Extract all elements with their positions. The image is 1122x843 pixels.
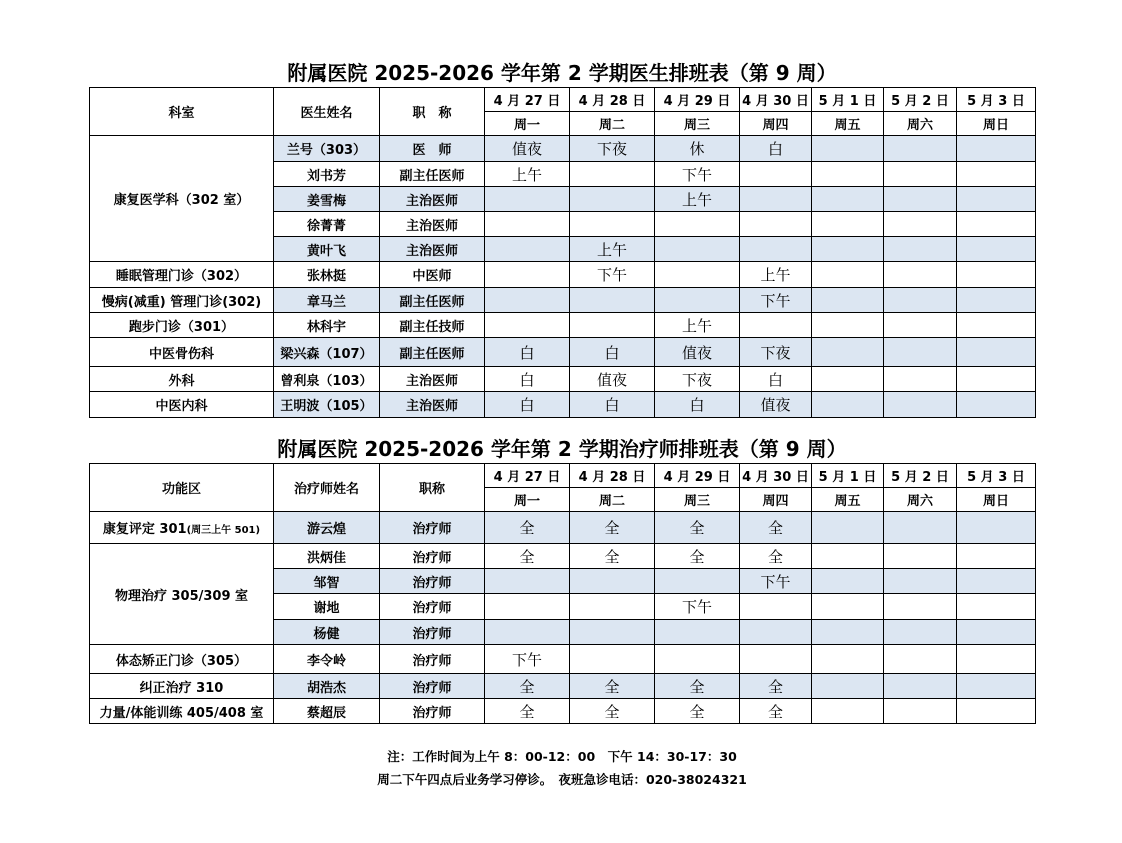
therapist-person-title: 治疗师 <box>380 594 485 620</box>
doctor-dept-cell <box>90 338 274 367</box>
doctor-shift-cell <box>655 212 740 237</box>
doctor-shift-cell <box>957 136 1036 162</box>
therapist-dept-name: 康复评定 301 <box>102 522 187 537</box>
therapist-shift-cell <box>957 674 1036 699</box>
doctor-table-row <box>90 136 1036 162</box>
doctor-shift-cell: 上午 <box>570 237 655 262</box>
therapist-shift-cell <box>812 512 884 544</box>
therapist-table-row <box>90 674 1036 699</box>
doctor-dept-name: 康复医学科（302 室） <box>113 193 250 208</box>
doctor-shift-cell: 下午 <box>570 262 655 288</box>
therapist-shift-cell <box>957 594 1036 620</box>
therapist-shift-cell: 下午 <box>485 645 570 674</box>
doctor-header-date: 5 月 3 日 <box>957 88 1036 112</box>
doctor-shift-cell: 上午 <box>655 313 740 338</box>
therapist-shift-cell <box>812 569 884 594</box>
doctor-schedule-table <box>89 87 1036 418</box>
doctor-shift-cell <box>740 237 812 262</box>
doctor-person-name: 黄叶飞 <box>274 237 380 262</box>
therapist-header-date: 5 月 1 日 <box>812 464 884 488</box>
doctor-dept-cell <box>90 367 274 392</box>
doctor-person-title: 副主任医师 <box>380 288 485 313</box>
therapist-shift-cell <box>812 645 884 674</box>
doctor-shift-cell <box>957 338 1036 367</box>
doctor-person-name: 林科宇 <box>274 313 380 338</box>
doctor-shift-cell: 白 <box>485 338 570 367</box>
doctor-shift-cell <box>570 187 655 212</box>
therapist-shift-cell: 全 <box>740 699 812 724</box>
doctor-header-dept: 科室 <box>90 88 274 136</box>
doctor-table-row <box>90 313 1036 338</box>
therapist-person-title: 治疗师 <box>380 645 485 674</box>
doctor-header-date: 5 月 2 日 <box>884 88 957 112</box>
therapist-shift-cell <box>884 674 957 699</box>
doctor-dept-name: 中医骨伤科 <box>148 346 214 362</box>
therapist-shift-cell: 下午 <box>655 594 740 620</box>
therapist-shift-cell <box>740 594 812 620</box>
therapist-dept-name: 纠正治疗 310 <box>139 680 224 696</box>
therapist-table-row <box>90 512 1036 544</box>
doctor-table-row <box>90 262 1036 288</box>
therapist-dept-note: (周三上午 501) <box>186 525 261 536</box>
therapist-person-title: 治疗师 <box>380 569 485 594</box>
doctor-shift-cell <box>485 288 570 313</box>
doctor-shift-cell <box>884 237 957 262</box>
therapist-person-name: 胡浩杰 <box>274 674 380 699</box>
doctor-person-title: 医 师 <box>380 136 485 162</box>
doctor-shift-cell <box>884 288 957 313</box>
doctor-header-weekday: 周五 <box>812 112 884 136</box>
doctor-shift-cell <box>812 187 884 212</box>
doctor-person-title: 主治医师 <box>380 212 485 237</box>
therapist-shift-cell: 全 <box>485 512 570 544</box>
doctor-dept-cell <box>90 392 274 418</box>
doctor-shift-cell <box>812 237 884 262</box>
therapist-dept-cell <box>90 544 274 645</box>
therapist-header-weekday: 周六 <box>884 488 957 512</box>
doctor-person-name: 章马兰 <box>274 288 380 313</box>
therapist-dept-cell <box>90 645 274 674</box>
doctor-schedule-title: 附属医院 2025-2026 学年第 2 学期医生排班表（第 9 周） <box>287 61 837 85</box>
doctor-shift-cell: 上午 <box>485 162 570 187</box>
therapist-shift-cell: 全 <box>485 544 570 569</box>
doctor-shift-cell: 白 <box>740 367 812 392</box>
therapist-header-dept: 功能区 <box>90 464 274 512</box>
doctor-person-title: 副主任医师 <box>380 338 485 367</box>
doctor-header-weekday: 周二 <box>570 112 655 136</box>
doctor-shift-cell: 下夜 <box>570 136 655 162</box>
therapist-shift-cell: 全 <box>740 512 812 544</box>
therapist-header-title: 职称 <box>380 464 485 512</box>
doctor-shift-cell <box>812 262 884 288</box>
therapist-header-date: 4 月 29 日 <box>655 464 740 488</box>
doctor-shift-cell <box>884 212 957 237</box>
therapist-person-title: 治疗师 <box>380 699 485 724</box>
therapist-shift-cell <box>884 645 957 674</box>
therapist-shift-cell: 全 <box>570 512 655 544</box>
therapist-dept-name: 体态矫正门诊（305） <box>115 653 248 669</box>
therapist-shift-cell <box>884 699 957 724</box>
therapist-shift-cell <box>957 544 1036 569</box>
doctor-shift-cell <box>740 187 812 212</box>
doctor-shift-cell <box>957 262 1036 288</box>
doctor-shift-cell <box>957 162 1036 187</box>
therapist-person-name: 洪炳佳 <box>274 544 380 569</box>
doctor-shift-cell <box>884 367 957 392</box>
therapist-shift-cell: 全 <box>655 699 740 724</box>
therapist-shift-cell <box>957 512 1036 544</box>
doctor-header-weekday: 周六 <box>884 112 957 136</box>
therapist-shift-cell <box>957 699 1036 724</box>
therapist-shift-cell <box>884 512 957 544</box>
doctor-header-weekday: 周四 <box>740 112 812 136</box>
doctor-shift-cell: 白 <box>570 338 655 367</box>
therapist-shift-cell <box>570 620 655 645</box>
doctor-header-date: 5 月 1 日 <box>812 88 884 112</box>
therapist-shift-cell: 全 <box>740 674 812 699</box>
doctor-person-name: 刘书芳 <box>274 162 380 187</box>
doctor-shift-cell <box>884 338 957 367</box>
doctor-shift-cell <box>655 288 740 313</box>
doctor-shift-cell <box>812 288 884 313</box>
therapist-shift-cell <box>957 620 1036 645</box>
doctor-shift-cell: 上午 <box>655 187 740 212</box>
therapist-person-name: 李令岭 <box>274 645 380 674</box>
therapist-shift-cell <box>884 620 957 645</box>
therapist-shift-cell: 全 <box>485 674 570 699</box>
doctor-header-dates-row <box>90 88 1036 112</box>
note-work-hours: 注：工作时间为上午 8：00-12：00 下午 14：30-17：30 <box>387 749 737 764</box>
therapist-shift-cell <box>655 620 740 645</box>
doctor-header-date: 4 月 30 日 <box>740 88 812 112</box>
doctor-shift-cell: 下夜 <box>740 338 812 367</box>
therapist-header-date: 4 月 28 日 <box>570 464 655 488</box>
therapist-shift-cell <box>570 645 655 674</box>
doctor-shift-cell <box>957 187 1036 212</box>
doctor-person-name: 徐菁菁 <box>274 212 380 237</box>
doctor-shift-cell <box>884 313 957 338</box>
therapist-shift-cell: 全 <box>485 699 570 724</box>
doctor-shift-cell <box>485 262 570 288</box>
therapist-person-title: 治疗师 <box>380 512 485 544</box>
doctor-shift-cell <box>884 392 957 418</box>
doctor-shift-cell <box>485 187 570 212</box>
therapist-shift-cell: 全 <box>570 544 655 569</box>
doctor-person-name: 张林挺 <box>274 262 380 288</box>
doctor-shift-cell <box>812 338 884 367</box>
doctor-shift-cell <box>884 262 957 288</box>
doctor-shift-cell <box>655 237 740 262</box>
doctor-table-row <box>90 288 1036 313</box>
doctor-header-name: 医生姓名 <box>274 88 380 136</box>
doctor-shift-cell: 白 <box>655 392 740 418</box>
doctor-shift-cell: 值夜 <box>740 392 812 418</box>
doctor-shift-cell: 值夜 <box>570 367 655 392</box>
therapist-shift-cell <box>812 620 884 645</box>
doctor-person-name: 曾利泉（103） <box>274 367 380 392</box>
therapist-person-name: 游云煌 <box>274 512 380 544</box>
doctor-shift-cell: 上午 <box>740 262 812 288</box>
therapist-shift-cell <box>812 544 884 569</box>
doctor-shift-cell <box>957 212 1036 237</box>
therapist-dept-name: 物理治疗 305/309 室 <box>114 588 249 604</box>
therapist-shift-cell <box>812 594 884 620</box>
doctor-person-title: 主治医师 <box>380 367 485 392</box>
doctor-shift-cell <box>957 313 1036 338</box>
therapist-shift-cell <box>485 594 570 620</box>
doctor-shift-cell <box>655 262 740 288</box>
doctor-table-row <box>90 392 1036 418</box>
doctor-header-date: 4 月 27 日 <box>485 88 570 112</box>
therapist-shift-cell <box>655 645 740 674</box>
doctor-person-title: 主治医师 <box>380 187 485 212</box>
therapist-header-date: 5 月 3 日 <box>957 464 1036 488</box>
therapist-shift-cell <box>957 645 1036 674</box>
therapist-schedule-title: 附属医院 2025-2026 学年第 2 学期治疗师排班表（第 9 周） <box>277 437 847 461</box>
doctor-shift-cell <box>740 162 812 187</box>
therapist-header-name: 治疗师姓名 <box>274 464 380 512</box>
therapist-person-name: 邹智 <box>274 569 380 594</box>
doctor-header-weekday: 周一 <box>485 112 570 136</box>
therapist-header-weekday: 周三 <box>655 488 740 512</box>
doctor-shift-cell: 白 <box>485 392 570 418</box>
therapist-shift-cell <box>570 569 655 594</box>
doctor-shift-cell <box>957 288 1036 313</box>
doctor-person-name: 梁兴森（107） <box>274 338 380 367</box>
doctor-shift-cell <box>884 162 957 187</box>
doctor-shift-cell <box>740 212 812 237</box>
therapist-shift-cell <box>957 569 1036 594</box>
therapist-shift-cell <box>812 674 884 699</box>
therapist-shift-cell <box>884 594 957 620</box>
therapist-shift-cell: 全 <box>570 699 655 724</box>
doctor-header-weekday: 周三 <box>655 112 740 136</box>
doctor-header-weekday: 周日 <box>957 112 1036 136</box>
doctor-shift-cell: 白 <box>740 136 812 162</box>
therapist-person-name: 杨健 <box>274 620 380 645</box>
therapist-header-date: 4 月 30 日 <box>740 464 812 488</box>
doctor-person-title: 副主任技师 <box>380 313 485 338</box>
therapist-shift-cell <box>485 620 570 645</box>
doctor-person-title: 主治医师 <box>380 392 485 418</box>
doctor-table-row <box>90 338 1036 367</box>
therapist-shift-cell <box>884 544 957 569</box>
doctor-shift-cell <box>740 313 812 338</box>
therapist-shift-cell <box>740 645 812 674</box>
therapist-shift-cell: 下午 <box>740 569 812 594</box>
therapist-dept-cell <box>90 674 274 699</box>
doctor-shift-cell <box>884 187 957 212</box>
doctor-shift-cell <box>812 367 884 392</box>
therapist-header-weekday: 周五 <box>812 488 884 512</box>
therapist-dept-cell <box>90 512 274 544</box>
doctor-person-name: 姜雪梅 <box>274 187 380 212</box>
doctor-person-title: 副主任医师 <box>380 162 485 187</box>
doctor-shift-cell: 值夜 <box>655 338 740 367</box>
doctor-shift-cell <box>812 212 884 237</box>
therapist-shift-cell: 全 <box>570 674 655 699</box>
doctor-header-date: 4 月 28 日 <box>570 88 655 112</box>
therapist-shift-cell <box>812 699 884 724</box>
therapist-person-title: 治疗师 <box>380 544 485 569</box>
therapist-table-row <box>90 544 1036 569</box>
therapist-shift-cell <box>655 569 740 594</box>
therapist-shift-cell: 全 <box>740 544 812 569</box>
therapist-header-date: 4 月 27 日 <box>485 464 570 488</box>
doctor-dept-cell <box>90 288 274 313</box>
doctor-shift-cell <box>812 313 884 338</box>
doctor-dept-name: 睡眠管理门诊（302） <box>115 269 248 284</box>
therapist-header-dates-row <box>90 464 1036 488</box>
doctor-shift-cell: 下夜 <box>655 367 740 392</box>
doctor-header-date: 4 月 29 日 <box>655 88 740 112</box>
doctor-shift-cell <box>570 313 655 338</box>
doctor-shift-cell <box>812 136 884 162</box>
doctor-table-row <box>90 367 1036 392</box>
therapist-table-row <box>90 645 1036 674</box>
doctor-dept-cell <box>90 136 274 262</box>
note-emergency-phone: 周二下午四点后业务学习停诊。 夜班急诊电话：020-38024321 <box>377 772 747 787</box>
doctor-shift-cell: 下午 <box>740 288 812 313</box>
doctor-shift-cell <box>570 212 655 237</box>
therapist-shift-cell: 全 <box>655 544 740 569</box>
doctor-person-title: 中医师 <box>380 262 485 288</box>
doctor-person-title: 主治医师 <box>380 237 485 262</box>
doctor-dept-name: 中医内科 <box>155 399 208 414</box>
doctor-dept-name: 跑步门诊（301） <box>128 319 235 335</box>
therapist-shift-cell: 全 <box>655 674 740 699</box>
doctor-shift-cell <box>485 237 570 262</box>
therapist-person-title: 治疗师 <box>380 674 485 699</box>
doctor-shift-cell <box>570 162 655 187</box>
therapist-header-date: 5 月 2 日 <box>884 464 957 488</box>
therapist-dept-name: 力量/体能训练 405/408 室 <box>99 705 264 721</box>
doctor-shift-cell <box>485 313 570 338</box>
therapist-person-name: 谢地 <box>274 594 380 620</box>
doctor-person-name: 王明波（105） <box>274 392 380 418</box>
therapist-shift-cell <box>884 569 957 594</box>
doctor-shift-cell: 白 <box>570 392 655 418</box>
doctor-header-title: 职 称 <box>380 88 485 136</box>
therapist-shift-cell <box>485 569 570 594</box>
doctor-shift-cell: 休 <box>655 136 740 162</box>
therapist-header-weekday: 周一 <box>485 488 570 512</box>
doctor-shift-cell <box>812 392 884 418</box>
therapist-table-row <box>90 699 1036 724</box>
therapist-shift-cell: 全 <box>655 512 740 544</box>
doctor-shift-cell: 白 <box>485 367 570 392</box>
doctor-shift-cell: 下午 <box>655 162 740 187</box>
doctor-dept-cell <box>90 262 274 288</box>
therapist-schedule-table <box>89 463 1036 724</box>
therapist-header-weekday: 周日 <box>957 488 1036 512</box>
doctor-dept-cell <box>90 313 274 338</box>
doctor-shift-cell <box>812 162 884 187</box>
doctor-dept-name: 外科 <box>168 373 195 389</box>
therapist-shift-cell <box>570 594 655 620</box>
doctor-person-name: 兰号（303） <box>274 136 380 162</box>
doctor-shift-cell <box>957 367 1036 392</box>
therapist-dept-cell <box>90 699 274 724</box>
doctor-dept-name: 慢病(减重) 管理门诊(302) <box>101 294 262 310</box>
doctor-shift-cell <box>957 392 1036 418</box>
therapist-person-title: 治疗师 <box>380 620 485 645</box>
doctor-shift-cell <box>570 288 655 313</box>
doctor-shift-cell <box>884 136 957 162</box>
doctor-shift-cell: 值夜 <box>485 136 570 162</box>
therapist-shift-cell <box>740 620 812 645</box>
therapist-header-weekday: 周二 <box>570 488 655 512</box>
therapist-header-weekday: 周四 <box>740 488 812 512</box>
therapist-person-name: 蔡超辰 <box>274 699 380 724</box>
doctor-shift-cell <box>485 212 570 237</box>
doctor-shift-cell <box>957 237 1036 262</box>
